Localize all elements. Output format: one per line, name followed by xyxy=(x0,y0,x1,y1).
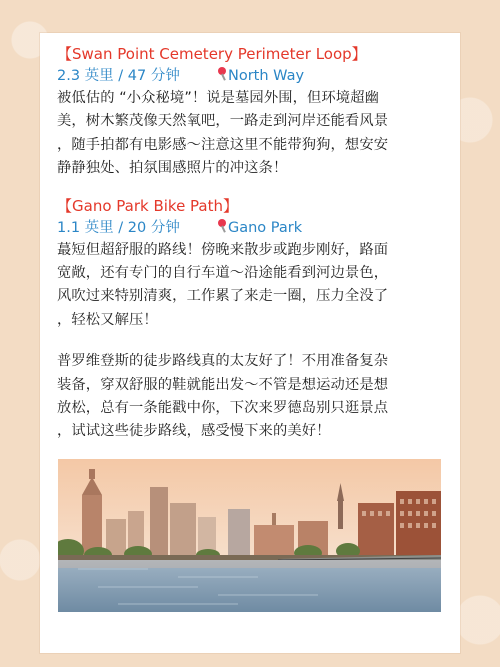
location-pin-icon xyxy=(217,67,227,81)
text-line: 风吹过来特别清爽，工作累了来走一圈，压力全没了 xyxy=(57,288,389,305)
route-meta-swan-point xyxy=(57,65,447,87)
route-distance: 2.3 英里 / 47 分钟 xyxy=(57,68,180,84)
text-line: 宽敞，还有专门的自行车道～沿途能看到河边景色， xyxy=(57,265,389,282)
location-name: North Way xyxy=(228,68,305,84)
post-content xyxy=(57,43,447,444)
paragraph-swan-point xyxy=(57,87,447,181)
text-line: 被低估的 “小众秘境”！说是墓园外围，但环境超幽 xyxy=(57,90,379,106)
paragraph-gano-park xyxy=(57,239,447,333)
section-title-gano-park: 【Gano Park Bike Path】 xyxy=(57,196,239,215)
section-title-swan-point: 【Swan Point Cemetery Perimeter Loop】 xyxy=(57,45,367,63)
text-line: 普罗维登斯的徒步路线真的太友好了！不用准备复杂 xyxy=(57,353,389,370)
location-name: Gano Park xyxy=(228,219,303,236)
text-line: 放松，总有一条能戳中你，下次来罗德岛别只逛景点 xyxy=(57,400,389,417)
paragraph-summary xyxy=(57,350,447,444)
text-line: 装备，穿双舒服的鞋就能出发～不管是想运动还是想 xyxy=(57,376,389,393)
text-line: ，随手拍都有电影感～注意这里不能带狗狗，想安安 xyxy=(57,136,389,153)
route-meta-gano-park xyxy=(57,217,447,239)
text-line: 美，树木繁茂像天然氧吧，一路走到河岸还能看风景 xyxy=(57,113,389,130)
location-tag[interactable] xyxy=(217,217,302,239)
riverfront-skyline-photo xyxy=(58,459,441,612)
post-card xyxy=(40,33,460,653)
location-pin-icon xyxy=(217,219,227,233)
text-line: 蕞短但超舒服的路线！傍晚来散步或跑步刚好，路面 xyxy=(57,241,389,258)
location-tag[interactable] xyxy=(217,65,304,87)
text-line: 静静独处、拍氛围感照片的冲这条！ xyxy=(57,160,288,177)
text-line: ，试试这些徒步路线，感受慢下来的美好！ xyxy=(57,423,331,440)
text-line: ，轻松又解压！ xyxy=(57,311,158,328)
route-distance: 1.1 英里 / 20 分钟 xyxy=(57,219,180,236)
